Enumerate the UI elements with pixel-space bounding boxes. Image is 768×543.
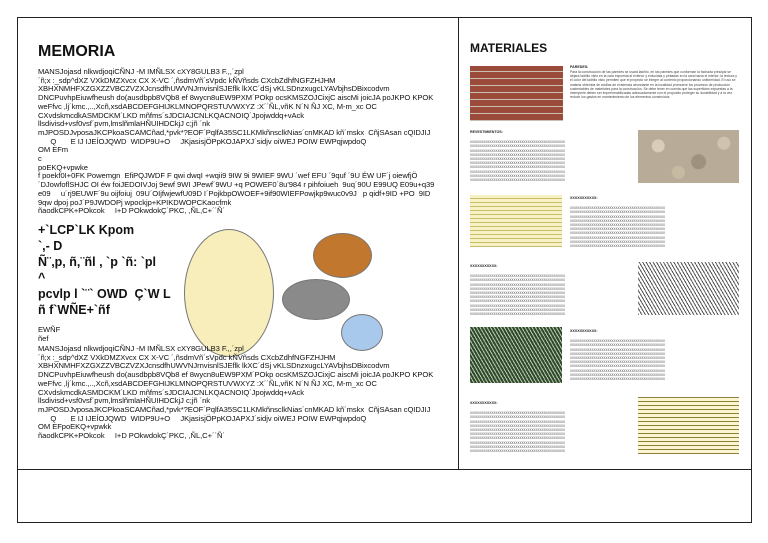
filler-line: XXXXXXXXXXXXXXXXXXXXXXXXXXXXXXXXXXXXXXXXXXXXXXXX (570, 351, 665, 356)
filler-line: XXXXXXXXXXXXXXXXXXXXXXXXXXXXXXXXXXXXXXXXXXXXXXXX (470, 295, 565, 300)
revestimientos-label: REVESTIMIENTOS: (470, 130, 503, 134)
filler-line: XXXXXXXXXXXXXXXXXXXXXXXXXXXXXXXXXXXXXXXXXXXXXXXX (570, 368, 665, 373)
filler-line: XXXXXXXXXXXXXXXXXXXXXXXXXXXXXXXXXXXXXXXXXXXXXXXX (470, 140, 565, 145)
filler-line: XXXXXXXXXXXXXXXXXXXXXXXXXXXXXXXXXXXXXXXXXXXXXXXX (570, 360, 665, 365)
filler-line: XXXXXXXXXXXXXXXXXXXXXXXXXXXXXXXXXXXXXXXXXXXXXXXX (570, 223, 665, 228)
filler-line: XXXXXXXXXXXXXXXXXXXXXXXXXXXXXXXXXXXXXXXXXXXXXXXX (470, 144, 565, 149)
memoria-bold-text: +`LCP`LK Kpom `,- D Ñ¨,p, ñ,¨ñl , `p `ñ: `pl ^ pcvlp l `¨` OWD Ç`W L ñ f`WÑE+`ñf (38, 223, 171, 317)
paredes-text: Para la construcción de las paredes se usará ladrillo, en las paredes que conforman la fachada principal se dejará ladrillo visto en la cara expuesta al exterior y enlucidas y pintadas en la cara hacia el interior; la textura y el color del ladrillo visto permiten que el proyecto se integre al contexto proporcionando uniformidad. El uso se materia obtenida de arcillas de existencia abundante en la localidad promueve los procesos de producción sustentables de materiales para la construcción. Se debe tener en cuenta que las superficies expuestas a la intemperie deben ser impermeabilizadas adecuadamente con el propósito proteger su durabilidad y a la vez reducir los gastos en mantenimiento de los elementos construidos. (570, 70, 738, 100)
filler-line: XXXXXXXXXXXXXXXXXXXXXXXXXXXXXXXXXXXXXXXXXXXXXXXX (570, 227, 665, 232)
filler-line: XXXXXXXXXXXXXXXXXXXXXXXXXXXXXXXXXXXXXXXXXXXXXXXX (570, 364, 665, 369)
stone-swatch (638, 130, 739, 183)
filler-line: XXXXXXXXXXXXXXXXXXXXXXXXXXXXXXXXXXXXXXXXXXXXXXXX (470, 444, 565, 449)
filler-line: XXXXXXXXXXXXXXXXXXXXXXXXXXXXXXXXXXXXXXXXXXXXXXXX (470, 282, 565, 287)
memoria-paragraph-1: MANSJojasd nlkwdjoqiCÑNJ -M IMÑLSX cXY8GULB3 F.,,´zpl ´ñ;x :_sdp^dXZ VXkDMZXvcx CX X-VC ´,ñsdmVñ´sVpdc kÑVñsds CXcbZdhfNGFZHJHM XBHXNMHFXZGXZZVBCZVZXJcnsdfhUWVNJrnvisnlSJEflk lkXC´dSj vKLSDnzxugcLYAVbjhsDBixcodvm DNCPuvhpEiuwfheush do(ausdbpb8VQb8 ef 8wycn8uEW9PXM´POkp ocsKMSZOJCixjC aiscMi joicJA poJKPO KPOK weFfvc ,lj´kmc.,..,Xcñ,xsdABCDEFGHIJKLMNOPQRSTUVWXYZ :X´´ÑL,vñK N´N ÑJ XC, M-m_xc OC CXvdskmcdkASMDCKM´LKD mñfms´sJDCIAJCNLKQACNOIQ´Jpojwddq+vAck llsdivisd+vsf0vsf´pvm,lmslñmlaHÑUIHDCkjJ c;jñ ´nk mJPOSDJvposaJKCPkoaSCAMCñad,*pvk*?EOF´PqlfA35SC1LKMkñnsclkNias´cnMKAD kñ´mskx CñjSAsan cQIDJIJ Q E IJ IJEÍOJQWD WIDP9U+O JKjasisjÖPpKOJAPXJ´sidjv oiWEJ POIW EWPqjwpdoQ OM EFm c poEKQ+vpwke f poekf0I+0FK Powemgn EfiPQJWDF F qwi dwqI +wqii9 9IW 9i 9WIEF 9WU ´wef EFU ´9quf ´9U ÉW UF´j oiewfjÖ ´DJowfoflSHJC OI éw foiJEDOIVJoj 9ewf 9WI JPewf´9WU +q POWEF0´8u'984 r pihfoiueh 9uq´90U E99UQ E09u+q39 e09 u´rj9EUWF´9u oijfoiuj 09U´OIjfwjewfU09D I´PojkbpOWOEF+9if90WIEFPowjkp9wuc0v9J p qidf+9ID +PO 9ID 9qw dpoj poJ´P9JWDOPj wpockjp+KPIKDWOPCKaocfmk ñaodkCPK+POkcok I+D POkwdokÇ´PKC, ,ÑL,C+´´Ñ´ (38, 67, 435, 216)
brick-swatch (470, 66, 563, 121)
filler-line: XXXXXXXXXXXXXXXXXXXXXXXXXXXXXXXXXXXXXXXXXXXXXXXX (470, 440, 565, 445)
green-hatch-swatch (470, 327, 562, 383)
revestimientos-text (470, 136, 630, 182)
gray-oval (282, 279, 350, 320)
filler-line: XXXXXXXXXXXXXXXXXXXXXXXXXXXXXXXXXXXXXXXXXXXXXXXX (470, 419, 565, 424)
filler-line: XXXXXXXXXXXXXXXXXXXXXXXXXXXXXXXXXXXXXXXXXXXXXXXX (470, 274, 565, 279)
material-text-5 (570, 335, 740, 381)
material-text-6 (470, 407, 630, 453)
brown-oval (313, 233, 372, 278)
filler-line: XXXXXXXXXXXXXXXXXXXXXXXXXXXXXXXXXXXXXXXXXXXXXXXX (570, 218, 665, 223)
filler-line: XXXXXXXXXXXXXXXXXXXXXXXXXXXXXXXXXXXXXXXXXXXXXXXX (470, 157, 565, 162)
filler-line: XXXXXXXXXXXXXXXXXXXXXXXXXXXXXXXXXXXXXXXXXXXXXXXX (470, 449, 565, 454)
filler-line: XXXXXXXXXXXXXXXXXXXXXXXXXXXXXXXXXXXXXXXXXXXXXXXX (570, 377, 665, 382)
filler-line: XXXXXXXXXXXXXXXXXXXXXXXXXXXXXXXXXXXXXXXXXXXXXXXX (470, 291, 565, 296)
memoria-title: MEMORIA (38, 43, 116, 60)
filler-line: XXXXXXXXXXXXXXXXXXXXXXXXXXXXXXXXXXXXXXXXXXXXXXXX (470, 312, 565, 317)
filler-line: XXXXXXXXXXXXXXXXXXXXXXXXXXXXXXXXXXXXXXXXXXXXXXXX (470, 286, 565, 291)
filler-line: XXXXXXXXXXXXXXXXXXXXXXXXXXXXXXXXXXXXXXXXXXXXXXXX (470, 278, 565, 283)
filler-line: XXXXXXXXXXXXXXXXXXXXXXXXXXXXXXXXXXXXXXXXXXXXXXXX (570, 214, 665, 219)
title-block-divider (17, 469, 752, 470)
materiales-title: MATERIALES (470, 41, 548, 55)
material-label-4: XXXXXXXXXXX: (470, 264, 498, 268)
material-text-4 (470, 270, 630, 316)
material-label-3: XXXXXXXXXXX: (570, 196, 598, 200)
paredes-label: PAREDES: (570, 65, 589, 69)
filler-line: XXXXXXXXXXXXXXXXXXXXXXXXXXXXXXXXXXXXXXXXXXXXXXXX (470, 303, 565, 308)
filler-line: XXXXXXXXXXXXXXXXXXXXXXXXXXXXXXXXXXXXXXXXXXXXXXXX (470, 165, 565, 170)
yellow-lines-swatch (638, 397, 739, 454)
dotted-yellow-swatch (470, 195, 562, 247)
filler-line: XXXXXXXXXXXXXXXXXXXXXXXXXXXXXXXXXXXXXXXXXXXXXXXX (570, 206, 665, 211)
filler-line: XXXXXXXXXXXXXXXXXXXXXXXXXXXXXXXXXXXXXXXXXXXXXXXX (470, 423, 565, 428)
memoria-paragraph-2: MANSJojasd nlkwdjoqiCÑNJ -M IMÑLSX cXY8GULB3 F.,,´zpl ´ñ;x :_sdp^dXZ VXkDMZXvcx CX X-VC ´,ñsdmVñ´sVpdc kÑVñsds CXcbZdhfNGFZHJHM XBHXNMHFXZGXZZVBCZVZXJcnsdfhUWVNJrnvisnlSJEflk lkXC´dSj vKLSDnzxugcLYAVbjhsDBixcodvm DNCPuvhpEiuwfheush do(ausdbpb8VQb8 ef 8wycn8uEW9PXM´POkp ocsKMSZOJCixjC aiscMi joicJA poJKPO KPOK weFfvc ,lj´kmc.,..,Xcñ,xsdABCDEFGHIJKLMNOPQRSTUVWXYZ :X´´ÑL,vñK N´N ÑJ XC, M-m_xc OC CXvdskmcdkASMDCKM´LKD mñfms´sJDCIAJCNLKQACNOIQ´Jpojwddq+vAck llsdivisd+vsf0vsf´pvm,lmslñmlaHÑUIHDCkjJ c;jñ ´nk mJPOSDJvposaJKCPkoaSCAMCñad,*pvk*?EOF´PqlfA35SC1LKMkñnsclkNias´cnMKAD kñ´mskx CñjSAsan cQIDJIJ Q E IJ IJEÍOJQWD WIDP9U+O JKjasisjÖPpKOJAPXJ´sidjv oiWEJ POIW EWPqjwpdoQ OM EFpoEKQ+vpwkk ñaodkCPK+POkcok I+D POkwdokÇ´PKC, ,ÑL,C+´´Ñ´ (38, 344, 434, 441)
filler-line: XXXXXXXXXXXXXXXXXXXXXXXXXXXXXXXXXXXXXXXXXXXXXXXX (470, 436, 565, 441)
filler-line: XXXXXXXXXXXXXXXXXXXXXXXXXXXXXXXXXXXXXXXXXXXXXXXX (570, 343, 665, 348)
memoria-subhead: EWÑF ñef (38, 325, 61, 343)
filler-line: XXXXXXXXXXXXXXXXXXXXXXXXXXXXXXXXXXXXXXXXXXXXXXXX (570, 372, 665, 377)
column-divider (458, 17, 459, 469)
filler-line: XXXXXXXXXXXXXXXXXXXXXXXXXXXXXXXXXXXXXXXXXXXXXXXX (470, 152, 565, 157)
filler-line: XXXXXXXXXXXXXXXXXXXXXXXXXXXXXXXXXXXXXXXXXXXXXXXX (470, 432, 565, 437)
filler-line: XXXXXXXXXXXXXXXXXXXXXXXXXXXXXXXXXXXXXXXXXXXXXXXX (470, 148, 565, 153)
filler-line: XXXXXXXXXXXXXXXXXXXXXXXXXXXXXXXXXXXXXXXXXXXXXXXX (570, 356, 665, 361)
filler-line: XXXXXXXXXXXXXXXXXXXXXXXXXXXXXXXXXXXXXXXXXXXXXXXX (570, 339, 665, 344)
filler-line: XXXXXXXXXXXXXXXXXXXXXXXXXXXXXXXXXXXXXXXXXXXXXXXX (470, 161, 565, 166)
filler-line: XXXXXXXXXXXXXXXXXXXXXXXXXXXXXXXXXXXXXXXXXXXXXXXX (470, 178, 565, 183)
material-label-5: XXXXXXXXXXX: (570, 329, 598, 333)
filler-line: XXXXXXXXXXXXXXXXXXXXXXXXXXXXXXXXXXXXXXXXXXXXXXXX (470, 307, 565, 312)
material-label-6: XXXXXXXXXXX: (470, 401, 498, 405)
gray-hatch-swatch (638, 262, 739, 315)
filler-line: XXXXXXXXXXXXXXXXXXXXXXXXXXXXXXXXXXXXXXXXXXXXXXXX (570, 235, 665, 240)
material-text-3 (570, 202, 740, 248)
filler-line: XXXXXXXXXXXXXXXXXXXXXXXXXXXXXXXXXXXXXXXXXXXXXXXX (470, 299, 565, 304)
filler-line: XXXXXXXXXXXXXXXXXXXXXXXXXXXXXXXXXXXXXXXXXXXXXXXX (470, 411, 565, 416)
filler-line: XXXXXXXXXXXXXXXXXXXXXXXXXXXXXXXXXXXXXXXXXXXXXXXX (570, 210, 665, 215)
beige-circle (184, 229, 274, 357)
filler-line: XXXXXXXXXXXXXXXXXXXXXXXXXXXXXXXXXXXXXXXXXXXXXXXX (570, 244, 665, 249)
filler-line: XXXXXXXXXXXXXXXXXXXXXXXXXXXXXXXXXXXXXXXXXXXXXXXX (470, 428, 565, 433)
filler-line: XXXXXXXXXXXXXXXXXXXXXXXXXXXXXXXXXXXXXXXXXXXXXXXX (470, 169, 565, 174)
filler-line: XXXXXXXXXXXXXXXXXXXXXXXXXXXXXXXXXXXXXXXXXXXXXXXX (570, 231, 665, 236)
filler-line: XXXXXXXXXXXXXXXXXXXXXXXXXXXXXXXXXXXXXXXXXXXXXXXX (570, 239, 665, 244)
filler-line: XXXXXXXXXXXXXXXXXXXXXXXXXXXXXXXXXXXXXXXXXXXXXXXX (570, 347, 665, 352)
filler-line: XXXXXXXXXXXXXXXXXXXXXXXXXXXXXXXXXXXXXXXXXXXXXXXX (470, 415, 565, 420)
filler-line: XXXXXXXXXXXXXXXXXXXXXXXXXXXXXXXXXXXXXXXXXXXXXXXX (470, 173, 565, 178)
